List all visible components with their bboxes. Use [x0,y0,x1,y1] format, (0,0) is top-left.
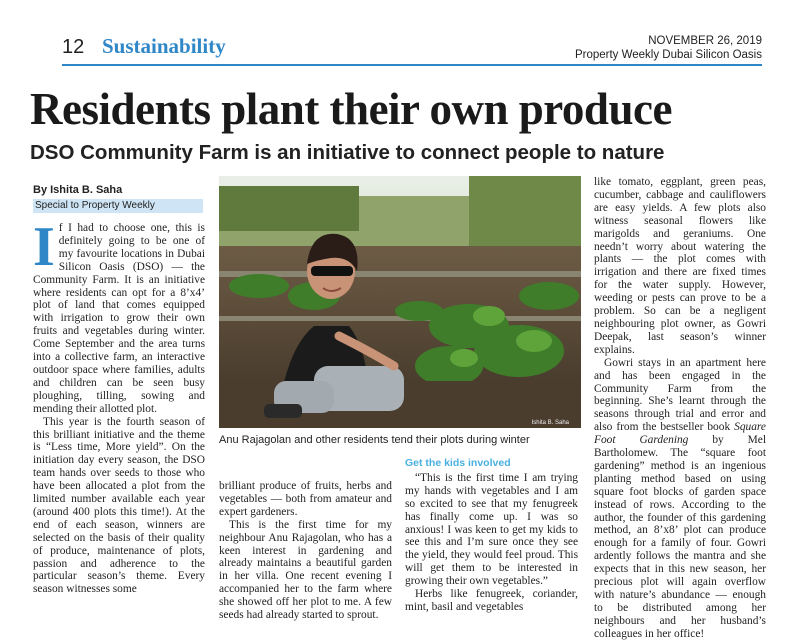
column-2 [219,480,392,622]
paragraph: “This is the first time I am trying my hands with vegetables and I am so excited to see that my fenugreek has finally come up. I was so anxious! I was keen to get my kids to see this and I’m sure once they see the yield, they would feel proud. This will get them to be interested in growing their own vegetables.” [405,471,578,588]
byline-role: Special to Property Weekly [33,199,203,213]
column-1 [33,216,205,596]
paragraph: This is the first time for my neighbour Anu Rajagolan, who has a keen interest in gardening and already maintains a beautiful garden in her villa. One recent evening I accompanied her to the farm where she showed off her plot to me. A few seeds had already started to sprout. [219,518,392,622]
photo-credit: Ishita B. Saha [531,420,569,426]
paragraph: like tomato, eggplant, green peas, cucumber, cabbage and cauliflowers are easy yields. A few plots also witness seasonal flowers like marigolds and geraniums. One needn’t worry about watering the plants — the plot comes with irrigation and there are fixed times for the water supply. However, weeding or pests can prove to be a problem. So can be a negligent neighbouring plot owner, as Gowri Deepak, last season’s winner explains. [594,176,766,356]
paragraph: Herbs like fenugreek, coriander, mint, basil and vegetables [405,588,578,613]
book-title: Square Foot Gardening [594,421,766,447]
page-header [0,0,786,68]
issue-date: NOVEMBER 26, 2019 [648,35,762,47]
subtitle: Get the kids involved [405,457,511,469]
subheadline: DSO Community Farm is an initiative to connect people to nature [30,141,665,164]
byline: By Ishita B. Saha [33,184,123,196]
column-4 [594,176,766,641]
paragraph: If I had to choose one, this is definitely going to be one of my favourite locations in Dubai Silicon Oasis (DSO) — the Community Farm. It is an initiative where residents can opt for a 8’x4’ plot of land that comes equipped with irrigation to grow their own fruits and vegetables during winter. Come September and the area turns into a collective farm, an interactive outdoor space where families, adults and children can be seen busy ploughing, tilling, sowing and mending their allotted plot. [33,216,205,415]
section-title: Sustainability [102,34,226,58]
header-rule [62,64,762,66]
paragraph: This year is the fourth season of this brilliant initiative and the theme is “Less time, More yield”. On the initiation day every season, the DSO team hands over seeds to those who have been allocated a plot from the limited number available each year (around 400 plots this time!). At the end of each season, winners are selected on the basis of their quality of produce, maintenance of plots, passion and adherence to the particular season’s theme. Every season witnesses some [33,415,205,596]
page-number: 12 [62,36,85,58]
garden-photo-illustration [219,176,581,428]
dateline [575,34,762,62]
paragraph: brilliant produce of fruits, herbs and vegetables — both from amateur and expert gardeners. [219,480,392,518]
paragraph: Gowri stays in an apartment here and has been engaged in the Community Farm from the beginning. She’s learnt through the seasons through trial and error and also from the bestseller book Square Foot Gardening by Mel Bartholomew. The “square foot gardening” method is an ingenious planting method based on using square foot blocks of garden space instead of rows. According to the author, the founder of this gardening method, an 8’x8’ plot can produce enough for a family of four. Gowri ardently follows the mantra and she expects that in this new season, her precious plot will again overflow with nature’s abundance — enough to be distributed among her neighbours and her husband’s colleagues in her office! [594,356,767,640]
column-3 [405,457,578,614]
publication-name: Property Weekly Dubai Silicon Oasis [574,49,762,61]
drop-cap: I [33,216,55,278]
headline: Residents plant their own produce [30,84,672,134]
photo-caption: Anu Rajagolan and other residents tend their plots during winter [219,434,530,446]
article-photo [219,176,581,428]
